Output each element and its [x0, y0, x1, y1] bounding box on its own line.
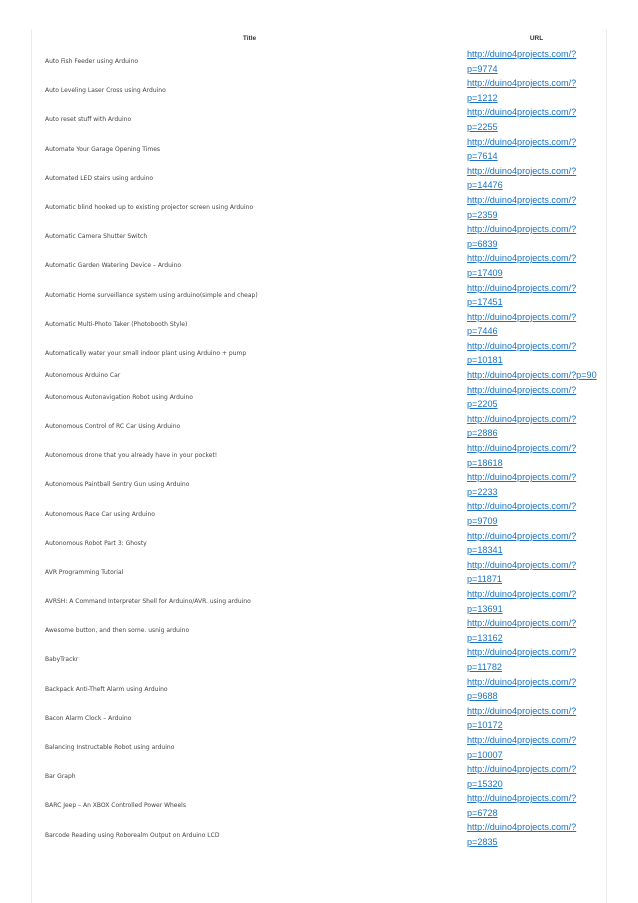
table-row — [32, 587, 606, 616]
table-row — [32, 791, 606, 820]
project-title: Automatic Home surveillance system using arduino(simple and cheap) — [45, 291, 258, 299]
project-url-link[interactable]: http://duino4projects.com/? — [467, 49, 577, 59]
project-title: Automated LED stairs using arduino — [45, 174, 154, 182]
table-row — [32, 412, 606, 441]
url-cell — [467, 499, 606, 528]
project-url-link[interactable]: http://duino4projects.com/? — [467, 384, 577, 395]
table-row — [32, 616, 606, 645]
project-url-link[interactable]: http://duino4projects.com/? — [467, 559, 577, 570]
project-url-link[interactable]: http://duino4projects.com/? — [467, 78, 577, 89]
project-url-link[interactable]: http://duino4projects.com/? — [467, 224, 577, 235]
projects-table — [32, 29, 606, 850]
project-title: Auto Leveling Laser Cross using Arduino — [45, 87, 166, 95]
project-title: BARC Jeep – An XBOX Controlled Power Wheels — [45, 802, 186, 810]
project-url-link[interactable]: http://duino4projects.com/? — [467, 136, 577, 147]
project-url-link[interactable]: p=18618 — [467, 457, 503, 468]
url-cell — [467, 135, 606, 164]
project-title: BabyTrackr — [45, 656, 79, 664]
project-url-link[interactable]: p=2233 — [467, 486, 498, 497]
url-cell — [467, 251, 606, 280]
project-url-link[interactable]: http://duino4projects.com/? — [467, 107, 577, 118]
table-row — [32, 558, 606, 587]
project-url-link[interactable]: p=9688 — [467, 691, 498, 702]
url-cell — [467, 76, 606, 105]
project-url-link[interactable]: p=2886 — [467, 428, 498, 439]
table-row — [32, 47, 606, 76]
project-url-link[interactable]: http://duino4projects.com/? — [467, 705, 577, 716]
table-header-row — [32, 29, 606, 47]
project-url-link[interactable]: p=2835 — [467, 837, 498, 848]
project-url-link[interactable]: p=17409 — [467, 267, 503, 278]
project-title: Autonomous Control of RC Car Using Arduino — [45, 422, 181, 430]
project-title: AVR Programming Tutorial — [45, 568, 124, 576]
project-url-link[interactable]: p=11871 — [467, 574, 502, 585]
project-title: Bar Graph — [45, 773, 76, 781]
project-title: Autonomous Paintball Sentry Gun using Arduino — [45, 481, 190, 489]
url-cell — [467, 529, 606, 558]
table-row — [32, 820, 606, 849]
project-url-link[interactable]: http://duino4projects.com/? — [467, 472, 577, 483]
url-cell — [467, 762, 606, 791]
url-cell — [467, 339, 606, 368]
url-cell — [467, 733, 606, 762]
project-url-link[interactable]: p=2359 — [467, 209, 498, 220]
table-row — [32, 310, 606, 339]
url-cell — [467, 616, 606, 645]
project-url-link[interactable]: p=15320 — [467, 778, 503, 789]
project-url-link[interactable]: p=10172 — [467, 720, 503, 731]
table-row — [32, 499, 606, 528]
document-page — [31, 29, 607, 903]
project-url-link[interactable]: p=13691 — [467, 603, 503, 614]
project-url-link[interactable]: p=7446 — [467, 326, 498, 337]
table-row — [32, 222, 606, 251]
project-url-link[interactable]: http://duino4projects.com/? — [467, 194, 577, 205]
project-url-link[interactable]: http://duino4projects.com/?p=90 — [467, 370, 597, 381]
project-url-link[interactable]: http://duino4projects.com/? — [467, 676, 577, 687]
project-url-link[interactable]: http://duino4projects.com/? — [467, 647, 577, 658]
table-row — [32, 164, 606, 193]
project-title: Autonomous Robot Part 3: Ghosty — [45, 539, 147, 547]
table-row — [32, 281, 606, 310]
project-title: Autonomous Race Car using Arduino — [45, 510, 155, 518]
url-cell — [467, 587, 606, 616]
url-column-header: URL — [529, 34, 544, 42]
project-title: Autonomous drone that you already have in your pocket! — [45, 452, 218, 460]
url-cell — [467, 412, 606, 441]
project-title: Barcode Reading using Roborealm Output on Arduino LCD — [45, 831, 220, 839]
project-url-link[interactable]: http://duino4projects.com/? — [467, 793, 577, 804]
url-cell — [467, 675, 606, 704]
url-cell — [467, 704, 606, 733]
url-cell — [467, 164, 606, 193]
project-title: Automatic Camera Shutter Switch — [45, 233, 148, 241]
project-url-link[interactable]: http://duino4projects.com/? — [467, 501, 577, 512]
url-cell — [467, 820, 606, 849]
project-title: Autonomous Arduino Car — [45, 371, 121, 379]
project-url-link[interactable]: p=10007 — [467, 749, 503, 760]
project-title: Autonomous Autonavigation Robot using Arduino — [45, 393, 193, 401]
table-row — [32, 762, 606, 791]
project-url-link[interactable]: http://duino4projects.com/? — [467, 764, 577, 775]
project-url-link[interactable]: p=1212 — [467, 92, 498, 103]
project-url-link[interactable]: p=18341 — [467, 545, 503, 556]
project-url-link[interactable]: p=14476 — [467, 180, 503, 191]
table-row — [32, 368, 606, 383]
table-row — [32, 76, 606, 105]
url-cell — [467, 558, 606, 587]
url-cell — [467, 222, 606, 251]
url-cell — [467, 368, 606, 383]
project-url-link[interactable]: p=10181 — [467, 355, 503, 366]
project-url-link[interactable]: http://duino4projects.com/? — [467, 822, 577, 833]
url-cell — [467, 193, 606, 222]
project-url-link[interactable]: http://duino4projects.com/? — [467, 530, 577, 541]
table-row — [32, 251, 606, 280]
project-title: Automate Your Garage Opening Times — [45, 145, 161, 153]
table-row — [32, 441, 606, 470]
table-row — [32, 733, 606, 762]
project-url-link[interactable]: p=17451 — [467, 297, 503, 308]
project-title: Auto reset stuff with Arduino — [45, 116, 132, 124]
project-url-link[interactable]: http://duino4projects.com/? — [467, 588, 577, 599]
table-row — [32, 704, 606, 733]
table-row — [32, 105, 606, 134]
title-column-header: Title — [242, 34, 257, 42]
table-row — [32, 470, 606, 499]
project-url-link[interactable]: p=13162 — [467, 632, 503, 643]
project-title: Balancing Instructable Robot using arduino — [45, 744, 175, 751]
table-row — [32, 339, 606, 368]
project-title: Automatic Garden Watering Device – Arduino — [45, 262, 182, 270]
project-title: Automatically water your small indoor plant using Arduino + pump — [45, 349, 247, 357]
project-url-link[interactable]: http://duino4projects.com/? — [467, 165, 577, 176]
table-row — [32, 135, 606, 164]
project-title: Awesome button, and then some. usnig arduino — [45, 627, 190, 635]
url-cell — [467, 470, 606, 499]
project-title: Automatic blind hooked up to existing projector screen using Arduino — [45, 204, 254, 212]
project-url-link[interactable]: p=6728 — [467, 807, 498, 818]
project-url-link[interactable]: http://duino4projects.com/? — [467, 443, 577, 454]
project-url-link[interactable]: p=9709 — [467, 516, 498, 526]
project-title: Bacon Alarm Clock – Arduino — [45, 714, 132, 722]
project-url-link[interactable]: http://duino4projects.com/? — [467, 311, 577, 322]
project-url-link[interactable]: p=2255 — [467, 121, 498, 132]
project-url-link[interactable]: p=11782 — [467, 661, 502, 672]
url-cell — [467, 47, 606, 76]
project-url-link[interactable]: p=2205 — [467, 399, 498, 410]
url-cell — [467, 645, 606, 674]
project-url-link[interactable]: http://duino4projects.com/? — [467, 340, 577, 351]
project-title: Backpack Anti-Theft Alarm using Arduino — [45, 685, 168, 693]
table-body — [32, 47, 606, 850]
project-url-link[interactable]: http://duino4projects.com/? — [467, 734, 577, 745]
table-row — [32, 645, 606, 674]
url-cell — [467, 105, 606, 134]
url-cell — [467, 281, 606, 310]
project-title: AVRSH: A Command Interpreter Shell for Arduino/AVR. using arduino — [45, 598, 251, 606]
project-url-link[interactable]: p=9774 — [467, 63, 498, 74]
url-cell — [467, 791, 606, 820]
project-url-link[interactable]: http://duino4projects.com/? — [467, 618, 577, 629]
project-title: Automatic Multi-Photo Taker (Photobooth Style) — [45, 320, 188, 328]
project-url-link[interactable]: http://duino4projects.com/? — [467, 282, 577, 293]
url-cell — [467, 441, 606, 470]
url-cell — [467, 383, 606, 412]
project-url-link[interactable]: http://duino4projects.com/? — [467, 413, 577, 424]
table-row — [32, 193, 606, 222]
table-row — [32, 529, 606, 558]
project-url-link[interactable]: p=6839 — [467, 238, 498, 249]
project-url-link[interactable]: http://duino4projects.com/? — [467, 253, 577, 264]
url-cell — [467, 310, 606, 339]
project-title: Auto Fish Feeder using Arduino — [45, 58, 139, 66]
project-url-link[interactable]: p=7614 — [467, 151, 498, 162]
table-row — [32, 675, 606, 704]
table-row — [32, 383, 606, 412]
